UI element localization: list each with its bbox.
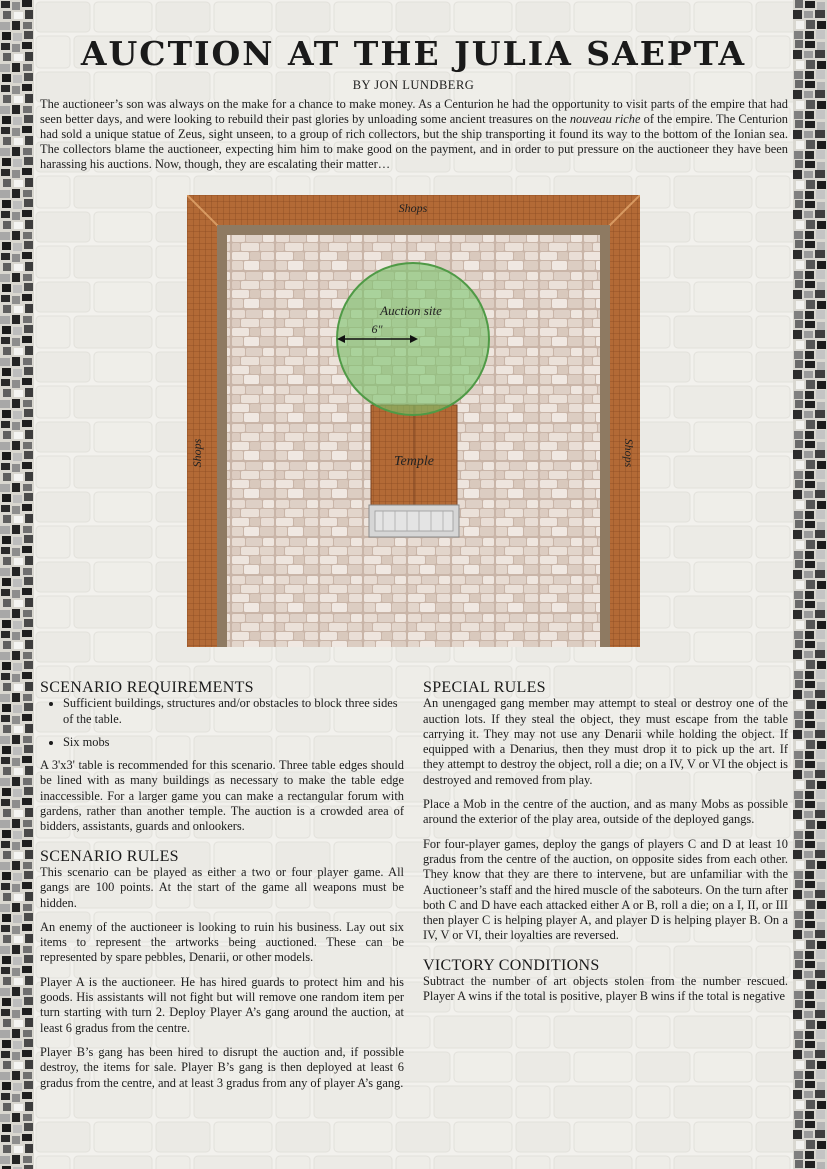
shops-label-left: Shops: [190, 438, 204, 468]
list-item: • Six mobs: [63, 735, 404, 750]
requirements-heading: SCENARIO REQUIREMENTS: [40, 679, 254, 696]
radius-label: 6": [371, 322, 383, 336]
victory-heading: VICTORY CONDITIONS: [423, 956, 600, 974]
special-rules-paragraph: An unengaged gang member may attempt to steal or destroy one of the auction lots. If they steal the object, they must escape from the table carrying it. They may not use any Denarii while holding the object. If equipped with a Denarius, then they must drop it to pick up the art. If they attempt to destroy the object, roll a die; on a IV, V or VI the object is destroyed and removed from play.: [423, 696, 788, 787]
intro-paragraph: [40, 97, 788, 172]
right-mosaic-border: [793, 0, 827, 1169]
rules-section: [40, 849, 404, 1091]
requirements-list: [40, 696, 404, 750]
intro-text-part2: of the empire. The Centurion had sold a unique statue of Zeus, sight unseen, to a group of rich collectors, but the ship transporting it found its way to the bottom of the Ionian sea. The collectors blame the auctioneer, expecting him him to make good on the payment, and in order to put pressure on the auctioneer they have been harassing his auctions. Now, though, they are escalating their matter…: [40, 112, 788, 172]
victory-section: [423, 958, 788, 1005]
scenario-map: [187, 195, 640, 647]
left-column: [40, 680, 404, 1105]
special-rules-heading: SPECIAL RULES: [423, 679, 546, 696]
list-item: • Sufficient buildings, structures and/or obstacles to block three sides of the table.: [63, 696, 404, 727]
page-title: AUCTION AT THE JULIA SAEPTA: [80, 34, 747, 73]
special-rules-paragraph: For four-player games, deploy the gangs of players C and D at least 10 gradus from the centre of the auction, on opposite sides from each other. They know that they are there to intervene, but are unfamiliar with the Auctioneer’s staff and the hired muscle of the saboteurs. On the turn after both C and D have each attacked either A or B, roll a die; on a I, II, or III then player C is helping player A, and player D is helping player B. On a IV, V or VI, their loyalties are reversed.: [423, 836, 788, 943]
intro-emphasis: nouveau riche: [569, 112, 641, 127]
right-column: [423, 680, 788, 1019]
temple-label: Temple: [394, 454, 434, 469]
shops-label-top: Shops: [398, 201, 428, 215]
rules-paragraph: This scenario can be played as either a two or four player game. All gangs are 100 points. At the start of the game all weapons must be hidden.: [40, 864, 404, 910]
rules-heading: SCENARIO RULES: [40, 847, 179, 865]
special-rules-paragraph: Place a Mob in the centre of the auction, and as many Mobs as possible around the exterior of the play area, outside of the deployed gangs.: [423, 797, 788, 827]
requirements-paragraph: A 3'x3' table is recommended for this scenario. Three table edges should be lined with as many buildings as necessary to make the table edge inaccessible. For a larger game you can make a rectangular forum with gardens, rather than another temple. The auction is a crowded area of bidders, assistants, guards and onlookers.: [40, 758, 404, 834]
author-byline: BY JON LUNDBERG: [352, 78, 475, 92]
rules-paragraph: Player A is the auctioneer. He has hired guards to protect him and his goods. His assistants will not fight but will remove one random item per turn starting with turn 2. Deploy Player A’s gang around the auction, at least 6 gradus from the centre.: [40, 974, 404, 1035]
shops-label-right: Shops: [622, 438, 636, 468]
left-mosaic-border: [0, 0, 34, 1169]
rules-paragraph: An enemy of the auctioneer is looking to ruin his business. Lay out six items to represent the artworks being auctioned. These can be represented by spare pebbles, Denarii, or other models.: [40, 919, 404, 965]
special-rules-section: [423, 680, 788, 944]
requirements-section: [40, 680, 404, 835]
victory-paragraph: Subtract the number of art objects stolen from the number rescued. Player A wins if the total is positive, player B wins if the total is negative: [423, 974, 788, 1004]
auction-site-label: Auction site: [380, 303, 442, 318]
intro-text-part1: The auctioneer’s son was always on the make for a chance to make money. As a Centurion he had the opportunity to visit parts of the empire that had seen better days, and were looking to rebuild their past glories by unloading some ancient treasures on the: [40, 97, 788, 127]
rules-paragraph: Player B’s gang has been hired to disrupt the auction and, if possible destroy, the items for sale. Player B’s gang is then deployed at least 6 gradus from the centre, and at least 3 gradus from any of player A’s gang.: [40, 1044, 404, 1090]
